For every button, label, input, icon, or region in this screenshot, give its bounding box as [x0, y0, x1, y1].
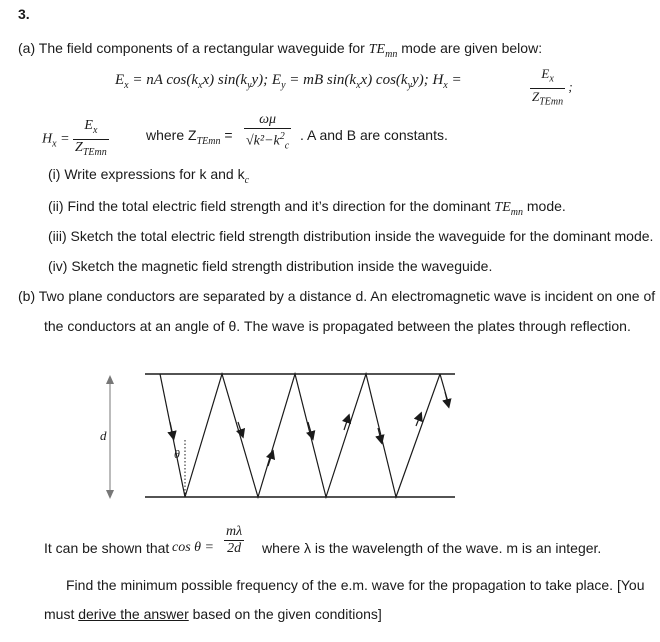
cos-lhs: cos θ = — [172, 540, 214, 555]
ray-arrow-7 — [416, 416, 420, 426]
sub-question-iii: (iii) Sketch the total electric field strength distribution inside the waveguide for the dominant mode. — [48, 228, 654, 244]
d-arrow-top-icon — [106, 375, 114, 384]
cos-prefix: It can be shown that — [44, 540, 170, 556]
question-number: 3. — [18, 6, 30, 22]
wave-path — [160, 374, 440, 497]
part-b-line-2: the conductors at an angle of θ. The wave is propagated between the plates through reflection. — [44, 318, 631, 334]
mode-symbol: $TE_{mn}$ — [368, 42, 398, 60]
derive-underline: derive the answer — [78, 606, 189, 622]
part-b-line-1: (b) Two plane conductors are separated by a distance d. An electromagnetic wave is incident on one of — [18, 288, 656, 304]
d-label: d — [100, 428, 107, 443]
constants-note: . A and B are constants. — [300, 127, 448, 143]
equation-line-2-where: where $Z_{TEmn}$ = — [146, 127, 233, 147]
ray-arrow-1 — [170, 422, 173, 436]
equation-line-1-fraction: $\frac{E_x}{Z_{TEmn}}$ ; — [532, 66, 573, 108]
part-a-intro-end: mode are given below: — [401, 40, 543, 56]
sub-question-iv: (iv) Sketch the magnetic field strength distribution inside the waveguide. — [48, 258, 493, 274]
equation-line-2: $H_x$ = $\frac{E_x}{Z_{TEmn}}$ — [42, 118, 107, 158]
reflection-diagram — [90, 362, 470, 512]
cos-fraction: $\frac{m\lambda}{2d}$ — [226, 524, 243, 556]
final-question-line-1: Find the minimum possible frequency of the e.m. wave for the propagation to take place. [You — [66, 577, 645, 593]
part-a-intro-text: The field components of a rectangular waveguide for — [38, 40, 365, 56]
sub-question-i: (i) Write expressions for k and $k_c$ — [48, 166, 250, 186]
part-a-intro — [18, 40, 542, 60]
equation-line-1: $E_x$ = nA $\cos(k_xx)$ $\sin(k_yy)$; $E_y$ = mB $\sin(k_xx)$ $\cos(k_yy)$; $H_x$ = — [115, 72, 462, 91]
ray-arrow-5 — [344, 418, 348, 430]
cos-suffix: where λ is the wavelength of the wave. m is an integer. — [262, 540, 602, 556]
theta-label: θ — [174, 447, 180, 461]
sub-question-ii: (ii) Find the total electric field strength and it’s direction for the dominant $TE_{mn}$ mode. — [48, 198, 566, 218]
final-question-line-2: must derive the answer based on the given conditions] — [44, 606, 382, 622]
impedance-fraction: $\frac{\omega\mu}{√k^2-k^2_c}$ — [246, 112, 290, 152]
d-arrow-bottom-icon — [106, 490, 114, 499]
part-a-label: (a) — [18, 40, 36, 56]
ray-arrow-exit — [445, 392, 448, 404]
